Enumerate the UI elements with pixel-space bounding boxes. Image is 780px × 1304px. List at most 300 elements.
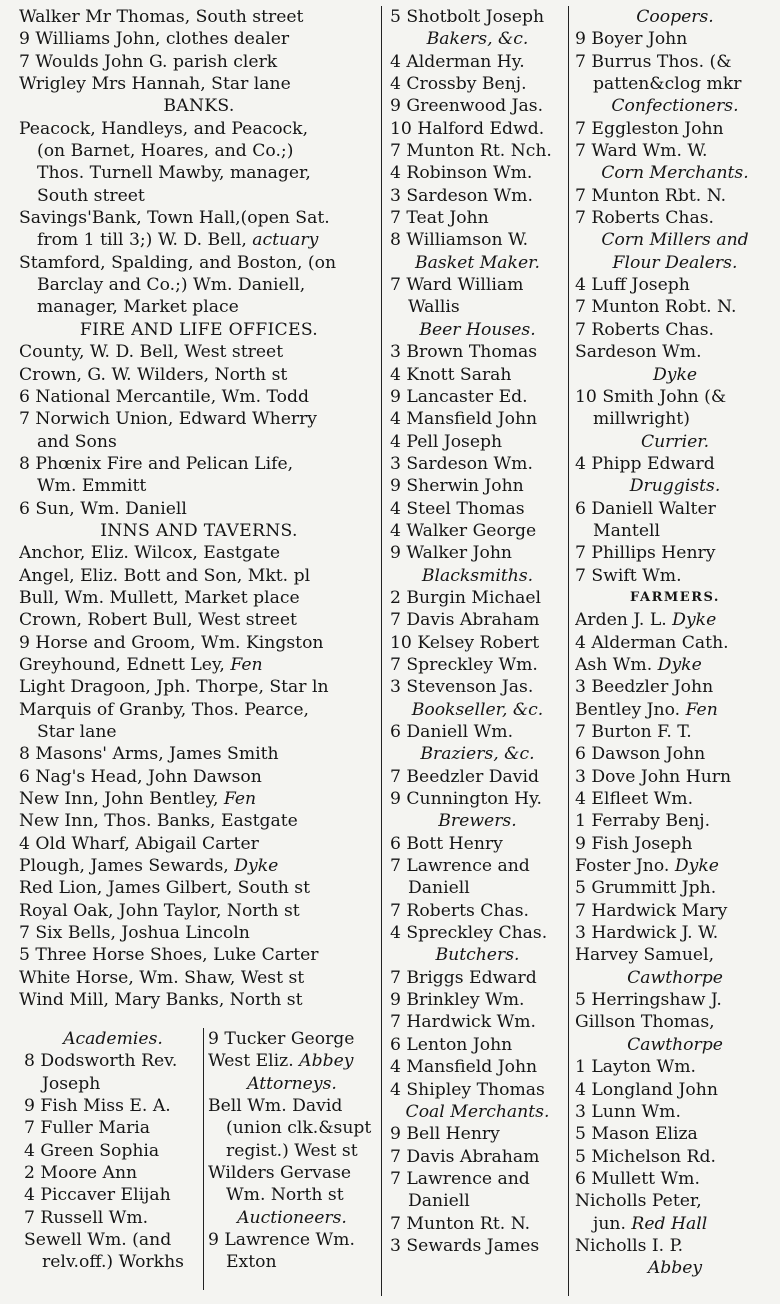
directory-entry — [390, 498, 565, 520]
directory-entry — [19, 699, 379, 721]
entry-text: from 1 till 3;) W. D. Bell, — [37, 230, 247, 251]
section-heading — [575, 475, 775, 497]
entry-text: (union clk.&supt — [226, 1118, 372, 1139]
entry-text: 7 Lawrence and — [390, 856, 530, 877]
directory-entry — [575, 721, 775, 743]
entry-text: 3 Sardeson Wm. — [390, 453, 533, 474]
column-rule-lower — [203, 1028, 204, 1290]
directory-entry — [24, 1162, 202, 1184]
directory-entry — [575, 877, 775, 899]
directory-entry — [390, 1146, 565, 1168]
directory-entry — [575, 922, 775, 944]
entry-text: 4 Old Wharf, Abigail Carter — [19, 833, 259, 854]
section-heading — [24, 1028, 202, 1050]
entry-text: 7 Beedzler David — [390, 766, 540, 787]
directory-entry — [390, 118, 565, 140]
entry-text: Wilders Gervase — [208, 1163, 352, 1184]
section-heading — [19, 520, 379, 542]
entry-text: 6 Mullett Wm. — [575, 1168, 700, 1189]
entry-text: Sewell Wm. (and — [24, 1230, 172, 1251]
directory-entry — [19, 28, 379, 50]
entry-text: 4 Alderman Cath. — [575, 632, 729, 653]
directory-entry — [575, 833, 775, 855]
section-heading — [208, 1207, 376, 1229]
directory-entry — [208, 1028, 376, 1050]
entry-text: 7 Six Bells, Joshua Lincoln — [19, 923, 250, 944]
entry-text: 4 Pell Joseph — [390, 431, 503, 452]
entry-text: 9 Sherwin John — [390, 476, 524, 497]
entry-text: Crown, G. W. Wilders, North st — [19, 364, 288, 385]
section-heading — [575, 6, 775, 28]
directory-entry — [390, 6, 565, 28]
section-heading — [390, 565, 565, 587]
entry-text: 7 Ward Wm. W. — [575, 141, 708, 162]
entry-text: 4 Piccaver Elijah — [24, 1185, 171, 1206]
section-heading — [575, 587, 775, 609]
entry-text: 9 Horse and Groom, Wm. Kingston — [19, 632, 324, 653]
entry-text: 6 National Mercantile, Wm. Todd — [19, 386, 310, 407]
directory-entry — [19, 408, 379, 430]
directory-entry — [575, 1123, 775, 1145]
directory-entry — [390, 967, 565, 989]
section-heading — [390, 699, 565, 721]
entry-text: 9 Bell Henry — [390, 1124, 500, 1145]
directory-entry — [575, 743, 775, 765]
entry-text: Currier. — [640, 431, 710, 452]
directory-entry — [19, 900, 379, 922]
entry-text: 6 Daniell Walter — [575, 498, 716, 519]
entry-text: 7 Munton Rt. Nch. — [390, 141, 552, 162]
directory-entry — [24, 1229, 202, 1251]
entry-text: Gillson Thomas, — [575, 1012, 715, 1033]
entry-text: 5 Michelson Rd. — [575, 1146, 716, 1167]
entry-text: 6 Lenton John — [390, 1034, 513, 1055]
entry-text: 4 Spreckley Chas. — [390, 923, 548, 944]
entry-text: New Inn, Thos. Banks, Eastgate — [19, 811, 298, 832]
directory-entry — [24, 1207, 202, 1229]
entry-text: 1 Layton Wm. — [575, 1057, 696, 1078]
directory-entry — [390, 900, 565, 922]
directory-entry — [390, 1079, 565, 1101]
entry-text: 2 Moore Ann — [24, 1163, 138, 1184]
directory-entry — [19, 498, 379, 520]
directory-entry — [390, 877, 565, 899]
directory-entry — [390, 229, 565, 251]
directory-entry — [575, 28, 775, 50]
entry-text: 6 Dawson John — [575, 744, 706, 765]
entry-text: 5 Three Horse Shoes, Luke Carter — [19, 945, 319, 966]
entry-text: 4 Mansfield John — [390, 409, 538, 430]
entry-text: Abbey — [647, 1258, 703, 1279]
entry-text: Nicholls I. P. — [575, 1235, 684, 1256]
entry-text: 7 Munton Rbt. N. — [575, 185, 727, 206]
entry-text: regist.) West st — [226, 1140, 358, 1161]
entry-text: 4 Longland John — [575, 1079, 718, 1100]
directory-entry — [390, 51, 565, 73]
directory-entry — [390, 453, 565, 475]
directory-entry — [19, 587, 379, 609]
directory-entry — [390, 162, 565, 184]
entry-text: Basket Maker. — [415, 252, 540, 273]
entry-locality: actuary — [252, 230, 319, 251]
directory-entry — [19, 386, 379, 408]
directory-entry — [19, 475, 379, 497]
entry-text: White Horse, Wm. Shaw, West st — [19, 967, 305, 988]
entry-text: Brewers. — [438, 811, 517, 832]
entry-text: Braziers, &c. — [420, 744, 535, 765]
directory-entry — [575, 609, 775, 631]
entry-text: Marquis of Granby, Thos. Pearce, — [19, 699, 310, 720]
directory-entry — [575, 788, 775, 810]
directory-entry — [575, 542, 775, 564]
directory-entry — [390, 766, 565, 788]
entry-text: Angel, Eliz. Bott and Son, Mkt. pl — [19, 565, 311, 586]
entry-text: 8 Masons' Arms, James Smith — [19, 744, 279, 765]
directory-entry — [390, 855, 565, 877]
directory-entry — [208, 1184, 376, 1206]
directory-entry — [19, 766, 379, 788]
entry-text: Thos. Turnell Mawby, manager, — [37, 163, 311, 184]
entry-text: 10 Halford Edwd. — [390, 118, 545, 139]
directory-entry — [575, 1235, 775, 1257]
directory-entry — [19, 6, 379, 28]
entry-text: 7 Lawrence and — [390, 1168, 530, 1189]
directory-entry — [390, 364, 565, 386]
directory-entry — [24, 1095, 202, 1117]
entry-text: Greyhound, Ednett Ley, — [19, 654, 225, 675]
right-column — [575, 6, 775, 1280]
directory-entry — [19, 453, 379, 475]
directory-entry — [19, 51, 379, 73]
entry-text: 3 Brown Thomas — [390, 342, 538, 363]
entry-text: INNS AND TAVERNS. — [100, 520, 298, 541]
entry-text: 6 Bott Henry — [390, 833, 503, 854]
directory-entry — [575, 453, 775, 475]
entry-text: 9 Cunnington Hy. — [390, 789, 542, 810]
entry-text: 3 Hardwick J. W. — [575, 923, 719, 944]
directory-entry — [19, 855, 379, 877]
section-heading — [575, 252, 775, 274]
directory-entry — [19, 632, 379, 654]
entry-locality: Dyke — [674, 856, 719, 877]
directory-entry — [390, 1213, 565, 1235]
directory-entry — [390, 922, 565, 944]
entry-text: West Eliz. — [208, 1051, 294, 1072]
entry-text: jun. — [593, 1213, 626, 1234]
directory-entry — [24, 1251, 202, 1273]
directory-entry — [390, 721, 565, 743]
entry-text: 9 Tucker George — [208, 1029, 355, 1049]
directory-entry — [390, 341, 565, 363]
directory-entry — [575, 51, 775, 73]
entry-text: 7 Davis Abraham — [390, 610, 540, 631]
entry-text: Daniell — [408, 1191, 470, 1212]
entry-text: Confectioners. — [611, 96, 739, 117]
entry-text: Bell Wm. David — [208, 1096, 343, 1117]
directory-entry — [208, 1162, 376, 1184]
entry-text: 7 Roberts Chas. — [575, 208, 715, 229]
entry-text: 4 Knott Sarah — [390, 364, 512, 385]
entry-locality: Dyke — [672, 610, 717, 631]
entry-text: 8 Dodsworth Rev. — [24, 1051, 178, 1072]
entry-text: 8 Phœnix Fire and Pelican Life, — [19, 453, 294, 474]
directory-entry — [390, 632, 565, 654]
entry-text: Wrigley Mrs Hannah, Star lane — [19, 74, 291, 95]
entry-text: 3 Sewards James — [390, 1235, 540, 1256]
entry-text: Butchers. — [435, 945, 520, 966]
entry-text: 4 Luff Joseph — [575, 275, 690, 296]
entry-text: Foster Jno. — [575, 856, 670, 877]
directory-entry — [390, 73, 565, 95]
entry-text: 10 Kelsey Robert — [390, 632, 540, 653]
section-heading — [19, 95, 379, 117]
section-heading — [390, 28, 565, 50]
directory-entry — [390, 386, 565, 408]
directory-entry — [575, 140, 775, 162]
entry-text: 4 Crossby Benj. — [390, 74, 527, 95]
column-rule-left — [381, 6, 382, 1296]
directory-entry — [19, 922, 379, 944]
entry-text: Attorneys. — [247, 1073, 337, 1094]
entry-text: patten&clog mkr — [593, 74, 742, 95]
entry-locality: Dyke — [657, 654, 702, 675]
entry-text: County, W. D. Bell, West street — [19, 342, 284, 363]
directory-entry — [19, 229, 379, 251]
directory-entry — [19, 73, 379, 95]
directory-entry — [575, 1101, 775, 1123]
entry-text: 7 Fuller Maria — [24, 1118, 151, 1139]
directory-entry — [19, 989, 379, 1011]
entry-text: 9 Greenwood Jas. — [390, 96, 544, 117]
entry-text: Exton — [226, 1252, 277, 1273]
directory-entry — [208, 1140, 376, 1162]
entry-text: 6 Nag's Head, John Dawson — [19, 766, 262, 787]
entry-text: 3 Sardeson Wm. — [390, 185, 533, 206]
directory-entry — [390, 1056, 565, 1078]
entry-text: Stamford, Spalding, and Boston, (on — [19, 252, 337, 273]
entry-text: 7 Teat John — [390, 208, 489, 229]
directory-entry — [19, 810, 379, 832]
entry-text: Harvey Samuel, — [575, 945, 715, 966]
directory-entry — [390, 296, 565, 318]
section-heading — [390, 743, 565, 765]
entry-locality: Red Hall — [631, 1213, 708, 1234]
entry-text: 3 Beedzler John — [575, 677, 714, 698]
middle-column — [390, 6, 565, 1257]
directory-entry — [575, 632, 775, 654]
directory-entry — [575, 296, 775, 318]
directory-entry — [19, 364, 379, 386]
entry-text: 7 Hardwick Mary — [575, 900, 728, 921]
entry-text: 4 Steel Thomas — [390, 498, 525, 519]
directory-entry — [575, 520, 775, 542]
directory-entry — [575, 498, 775, 520]
entry-text: (on Barnet, Hoares, and Co.;) — [37, 141, 294, 162]
section-heading — [390, 252, 565, 274]
entry-text: Auctioneers. — [237, 1207, 347, 1228]
entry-text: 7 Woulds John G. parish clerk — [19, 51, 278, 72]
entry-text: 7 Ward William — [390, 275, 524, 296]
entry-text: 7 Munton Robt. N. — [575, 297, 737, 318]
directory-entry — [390, 520, 565, 542]
directory-entry — [390, 1190, 565, 1212]
section-heading — [19, 319, 379, 341]
academies-column — [24, 1028, 202, 1274]
section-heading — [575, 364, 775, 386]
directory-entry — [390, 542, 565, 564]
directory-entry — [19, 341, 379, 363]
directory-entry — [575, 386, 775, 408]
directory-entry — [390, 274, 565, 296]
entry-text: 9 Lawrence Wm. — [208, 1230, 355, 1251]
entry-text: 2 Burgin Michael — [390, 587, 542, 608]
entry-text: 9 Fish Miss E. A. — [24, 1096, 171, 1117]
directory-entry — [390, 95, 565, 117]
entry-text: 9 Walker John — [390, 543, 512, 564]
entry-text: 9 Boyer John — [575, 29, 688, 50]
entry-text: Star lane — [37, 722, 117, 742]
directory-entry — [19, 967, 379, 989]
directory-entry — [390, 185, 565, 207]
directory-entry — [575, 274, 775, 296]
directory-entry — [390, 788, 565, 810]
entry-text: Coal Merchants. — [405, 1101, 550, 1122]
section-heading — [390, 319, 565, 341]
directory-entry — [575, 989, 775, 1011]
entry-text: 6 Daniell Wm. — [390, 722, 514, 742]
entry-text: 7 Spreckley Wm. — [390, 654, 538, 675]
directory-entry — [208, 1251, 376, 1273]
entry-text: Red Lion, James Gilbert, South st — [19, 878, 311, 899]
directory-entry — [575, 73, 775, 95]
directory-entry — [19, 118, 379, 140]
entry-text: millwright) — [593, 409, 690, 430]
left-column — [19, 6, 379, 1011]
entry-text: Corn Millers and — [601, 230, 749, 251]
section-heading — [575, 162, 775, 184]
directory-entry — [575, 676, 775, 698]
entry-locality: Fen — [685, 699, 718, 720]
entry-text: 4 Phipp Edward — [575, 453, 715, 474]
entry-text: FARMERS. — [630, 589, 720, 605]
directory-entry — [390, 587, 565, 609]
entry-text: Plough, James Sewards, — [19, 856, 229, 877]
entry-text: Royal Oak, John Taylor, North st — [19, 900, 300, 921]
entry-text: Crown, Robert Bull, West street — [19, 610, 297, 631]
entry-text: Bull, Wm. Mullett, Market place — [19, 587, 300, 608]
section-heading — [575, 1257, 775, 1279]
section-heading — [390, 1101, 565, 1123]
directory-entry — [19, 877, 379, 899]
directory-entry — [575, 1213, 775, 1235]
entry-text: 6 Sun, Wm. Daniell — [19, 498, 187, 519]
directory-entry — [575, 341, 775, 363]
directory-entry — [575, 855, 775, 877]
entry-text: 10 Smith John (& — [575, 386, 727, 407]
directory-entry — [575, 1011, 775, 1033]
entry-text: 9 Fish Joseph — [575, 833, 693, 854]
entry-text: Arden J. L. — [575, 610, 667, 631]
directory-entry — [390, 609, 565, 631]
entry-text: 7 Hardwick Wm. — [390, 1012, 536, 1033]
entry-locality: Fen — [223, 789, 257, 810]
directory-entry — [390, 654, 565, 676]
entry-locality: Fen — [230, 654, 263, 675]
directory-entry — [390, 408, 565, 430]
directory-entry — [575, 944, 775, 966]
directory-entry — [575, 810, 775, 832]
entry-text: Bookseller, &c. — [411, 699, 544, 720]
entry-text: 7 Munton Rt. N. — [390, 1213, 531, 1234]
entry-text: 3 Lunn Wm. — [575, 1101, 681, 1122]
directory-entry — [575, 1056, 775, 1078]
directory-entry — [19, 721, 379, 743]
entry-text: 3 Stevenson Jas. — [390, 677, 534, 698]
entry-text: 9 Lancaster Ed. — [390, 386, 528, 407]
directory-entry — [575, 118, 775, 140]
directory-entry — [575, 207, 775, 229]
directory-entry — [19, 565, 379, 587]
entry-locality: Dyke — [234, 856, 279, 877]
entry-text: Bakers, &c. — [426, 29, 529, 50]
entry-text: Anchor, Eliz. Wilcox, Eastgate — [19, 543, 281, 564]
directory-entry — [390, 207, 565, 229]
entry-text: 7 Davis Abraham — [390, 1146, 540, 1167]
entry-text: New Inn, John Bentley, — [19, 789, 219, 810]
directory-entry — [19, 542, 379, 564]
section-heading — [575, 1034, 775, 1056]
entry-text: 5 Mason Eliza — [575, 1124, 698, 1145]
entry-text: 7 Roberts Chas. — [390, 900, 530, 921]
entry-text: 7 Briggs Edward — [390, 967, 537, 988]
directory-entry — [390, 833, 565, 855]
section-heading — [208, 1073, 376, 1095]
entry-text: South street — [37, 185, 145, 206]
directory-entry — [575, 766, 775, 788]
section-heading — [575, 95, 775, 117]
directory-entry — [19, 944, 379, 966]
directory-entry — [19, 833, 379, 855]
directory-entry — [19, 431, 379, 453]
entry-text: 9 Williams John, clothes dealer — [19, 29, 290, 50]
entry-text: Wm. North st — [226, 1185, 344, 1206]
directory-entry — [19, 252, 379, 274]
directory-entry — [575, 1168, 775, 1190]
directory-entry — [19, 185, 379, 207]
entry-text: Wind Mill, Mary Banks, North st — [19, 990, 303, 1011]
directory-entry — [208, 1117, 376, 1139]
entry-text: Bentley Jno. — [575, 699, 681, 720]
entry-text: Daniell — [408, 878, 470, 899]
directory-entry — [575, 1079, 775, 1101]
entry-text: 7 Phillips Henry — [575, 543, 716, 564]
directory-entry — [19, 609, 379, 631]
directory-entry — [19, 296, 379, 318]
entry-text: 4 Mansfield John — [390, 1057, 538, 1078]
directory-entry — [575, 319, 775, 341]
directory-entry — [575, 1190, 775, 1212]
directory-entry — [19, 743, 379, 765]
section-heading — [390, 810, 565, 832]
entry-text: Corn Merchants. — [601, 163, 749, 184]
entry-text: Peacock, Handleys, and Peacock, — [19, 118, 309, 139]
directory-entry — [390, 1168, 565, 1190]
entry-text: FIRE AND LIFE OFFICES. — [79, 319, 319, 340]
entry-text: 5 Shotbolt Joseph — [390, 7, 545, 27]
directory-entry — [575, 185, 775, 207]
directory-entry — [575, 565, 775, 587]
entry-text: Wallis — [408, 297, 460, 318]
